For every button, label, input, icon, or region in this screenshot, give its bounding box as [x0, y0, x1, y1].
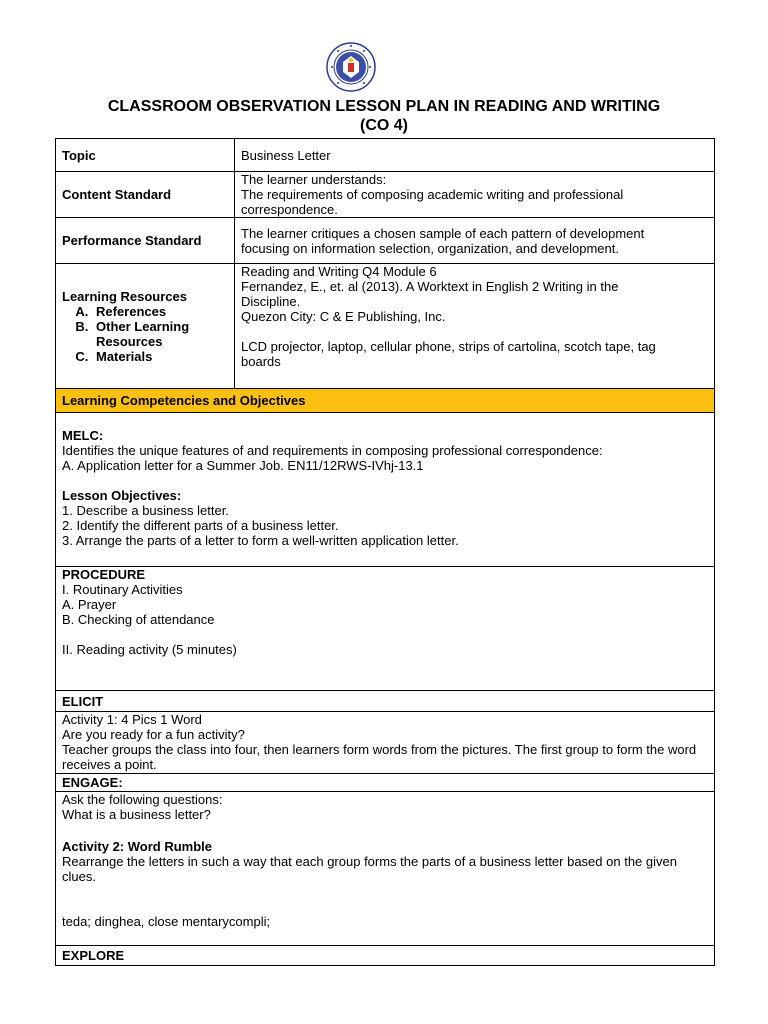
- resource-line: Discipline.: [241, 294, 301, 309]
- learning-resources-list: [62, 304, 228, 364]
- title-line-1: CLASSROOM OBSERVATION LESSON PLAN IN READING AND WRITING: [107, 98, 661, 115]
- engage-label: ENGAGE:: [56, 774, 715, 792]
- performance-standard-label: Performance Standard: [56, 218, 235, 264]
- lesson-plan-table: [55, 138, 715, 966]
- elicit-content: [56, 712, 715, 774]
- deped-seal-icon: [326, 42, 376, 92]
- content-standard-label: Content Standard: [56, 172, 235, 218]
- activity2-text: Rearrange the letters in such a way that each group forms the parts of a business letter based on the given clues.: [62, 854, 677, 884]
- elicit-line: Are you ready for a fun activity?: [62, 727, 245, 742]
- engage-line: Ask the following questions:: [62, 792, 223, 807]
- resource-line: LCD projector, laptop, cellular phone, strips of cartolina, scotch tape, tag: [241, 339, 656, 354]
- table-row-engage-heading: [56, 774, 715, 792]
- elicit-line: Activity 1: 4 Pics 1 Word: [62, 712, 202, 727]
- table-row-procedure: [56, 567, 715, 691]
- explore-label: EXPLORE: [56, 946, 715, 966]
- table-row-competencies-heading: [56, 389, 715, 413]
- resource-item-materials: C. Materials: [92, 349, 228, 364]
- activity2-label: Activity 2: Word Rumble: [62, 839, 213, 854]
- resource-line: boards: [241, 354, 281, 369]
- learning-resources-value: [235, 264, 715, 389]
- table-row-competencies: [56, 413, 715, 567]
- procedure-label: PROCEDURE: [62, 567, 146, 582]
- objectives-label: Lesson Objectives:: [62, 488, 182, 503]
- reading-activity: II. Reading activity (5 minutes): [62, 642, 237, 657]
- topic-value: Business Letter: [235, 139, 715, 172]
- table-row-elicit-heading: [56, 691, 715, 712]
- learning-resources-label: [56, 264, 235, 389]
- objective-item: 2. Identify the different parts of a business letter.: [62, 518, 339, 533]
- content-standard-line: The requirements of composing academic writing and professional: [241, 187, 624, 202]
- elicit-label: ELICIT: [56, 691, 715, 712]
- procedure-item: I. Routinary Activities: [62, 582, 183, 597]
- content-standard-line: The learner understands:: [241, 172, 387, 187]
- title-line-2: (CO 4): [360, 117, 408, 134]
- table-row-elicit: [56, 712, 715, 774]
- performance-standard-line: focusing on information selection, organization, and development.: [241, 240, 619, 256]
- content-standard-line: correspondence.: [241, 202, 338, 217]
- objective-item: 1. Describe a business letter.: [62, 503, 229, 518]
- resource-item-references: A. References: [92, 304, 228, 319]
- procedure-item: B. Checking of attendance: [62, 612, 215, 627]
- procedure-item: A. Prayer: [62, 597, 117, 612]
- melc-text: Identifies the unique features of and requirements in composing professional correspondence:: [62, 443, 603, 458]
- engage-line: What is a business letter?: [62, 807, 211, 822]
- table-row-learning-resources: [56, 264, 715, 389]
- elicit-line: Teacher groups the class into four, then learners form words from the pictures. The first group to form the word receives a point.: [62, 742, 697, 772]
- table-row-explore-heading: [56, 946, 715, 966]
- procedure-content: [56, 567, 715, 691]
- table-row-performance-standard: [56, 218, 715, 264]
- table-row-engage: [56, 792, 715, 946]
- content-standard-value: [235, 172, 715, 218]
- page-title: [40, 97, 728, 135]
- objective-item: 3. Arrange the parts of a letter to form a well-written application letter.: [62, 533, 459, 548]
- learning-resources-heading: Learning Resources: [62, 288, 187, 304]
- word-rumble-clues: teda; dinghea, close mentarycompli;: [62, 914, 271, 929]
- resource-line: Reading and Writing Q4 Module 6: [241, 264, 437, 279]
- performance-standard-value: [235, 218, 715, 264]
- melc-code: A. Application letter for a Summer Job. EN11/12RWS-IVhj-13.1: [62, 458, 424, 473]
- resource-item-other-learning: B. Other Learning Resources: [92, 319, 228, 349]
- topic-label: Topic: [56, 139, 235, 172]
- table-row-topic: [56, 139, 715, 172]
- engage-content: [56, 792, 715, 946]
- performance-standard-line: The learner critiques a chosen sample of each pattern of development: [241, 225, 645, 241]
- competencies-content: [56, 413, 715, 567]
- resource-line: Fernandez, E., et. al (2013). A Worktext in English 2 Writing in the: [241, 279, 619, 294]
- competencies-heading: Learning Competencies and Objectives: [56, 389, 715, 413]
- resource-line: Quezon City: C & E Publishing, Inc.: [241, 309, 446, 324]
- melc-label: MELC:: [62, 428, 104, 443]
- table-row-content-standard: [56, 172, 715, 218]
